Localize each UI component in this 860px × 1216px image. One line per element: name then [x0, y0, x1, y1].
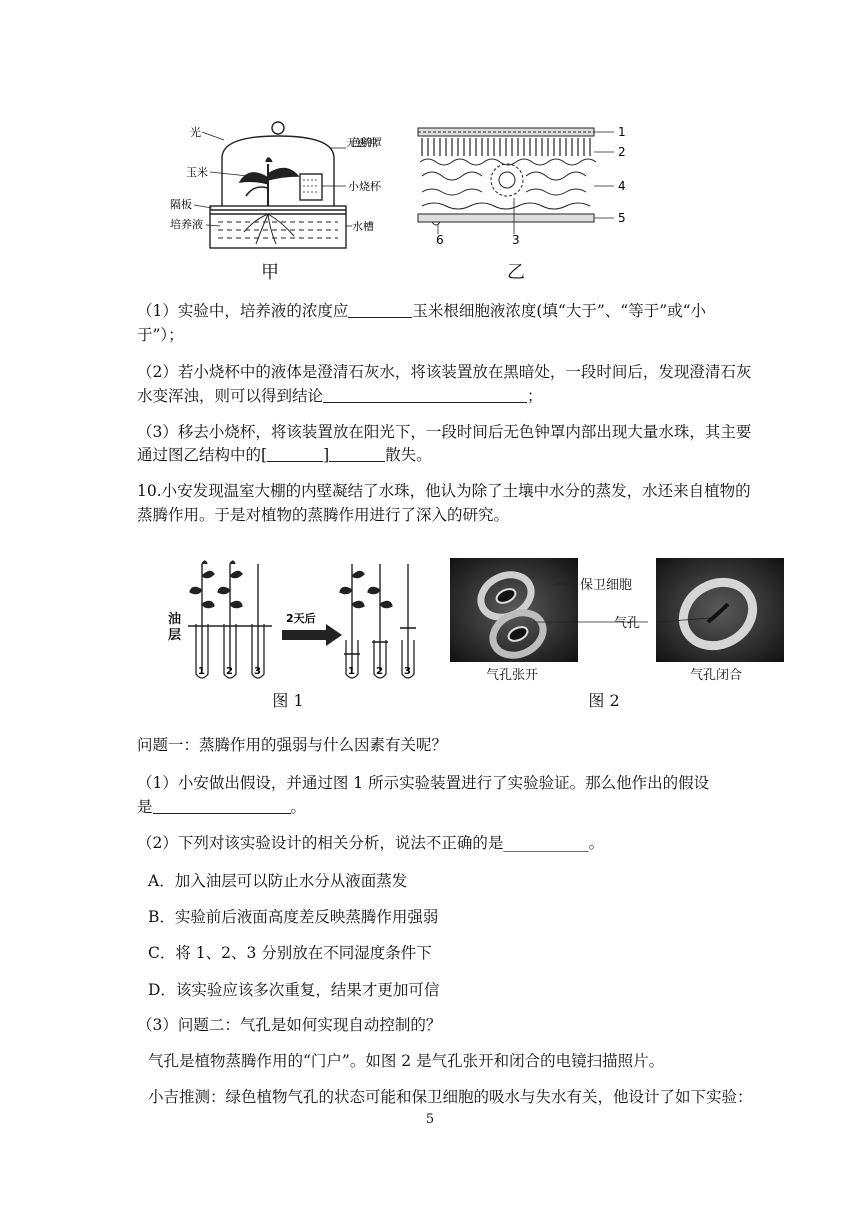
option-a-text: A．加入油层可以防止水分从液面蒸发 [148, 872, 408, 890]
leaf-number-3: 3 [512, 233, 520, 247]
page-number: 5 [425, 1112, 435, 1127]
tube-number-1: 1 [198, 666, 205, 677]
q9-part2-a: （2）若小烧杯中的液体是澄清石灰水，将该装置放在黑暗处，一段时间后，发现澄清石灰 [137, 363, 752, 381]
q9-part3-b: 通过图乙结构中的[ [137, 446, 268, 464]
label-water-tank: 水槽 [352, 220, 374, 233]
q10-part2 [137, 832, 764, 854]
q10-part3-para1 [148, 1050, 764, 1072]
q9-part2-line2 [137, 385, 764, 407]
q10-part3-para2-text: 小吉推测：绿色植物气孔的状态可能和保卫细胞的吸水与失水有关，他设计了如下实验： [148, 1088, 753, 1106]
tube-number-2: 2 [226, 666, 233, 677]
q9-part3-c: ] [323, 446, 330, 464]
label-culture-fluid: 培养液 [170, 218, 203, 231]
arrow-after-two-days [282, 624, 342, 646]
q10-intro-line2 [137, 504, 764, 526]
label-small-beaker: 小烧杯 [348, 180, 381, 193]
leaf-number-6: 6 [436, 233, 444, 247]
leaf-cross-section [418, 128, 596, 225]
q10-intro-a: 10.小安发现温室大棚的内壁凝结了水珠，他认为除了土壤中水分的蒸发，水还来自植物的 [137, 482, 751, 500]
q10-part1-line2 [137, 796, 764, 818]
option-d[interactable] [148, 979, 764, 1001]
answer-blank[interactable] [153, 797, 291, 814]
q9-part3-line2 [137, 444, 764, 466]
caption-jia: 甲 [261, 262, 279, 283]
q10-part3-text: （3）问题二：气孔是如何实现自动控制的？ [137, 1016, 442, 1034]
q9-part1-b: 玉米根细胞液浓度(填“大于”、“等于”或“小 [412, 302, 707, 320]
option-c[interactable] [148, 942, 764, 964]
bell-jar-apparatus [210, 122, 346, 248]
closed-caption: 气孔闭合 [690, 668, 743, 683]
tube-number-3: 3 [254, 666, 261, 677]
option-a[interactable] [148, 870, 764, 892]
q10-intro-b: 蒸腾作用。于是对植物的蒸腾作用进行了深入的研究。 [137, 506, 510, 524]
stoma-label: 气孔 [614, 616, 641, 631]
q9-part1-a: （1）实验中，培养液的浓度应 [137, 302, 349, 320]
answer-blank[interactable] [267, 445, 323, 462]
label-bell-jar-text: 无色透明钟罩 [346, 137, 382, 149]
fig2-caption: 图 2 [588, 691, 620, 710]
arrow-label: 2天后 [286, 612, 316, 625]
label-corn: 玉米 [186, 166, 208, 179]
label-light: 光 [190, 126, 201, 139]
answer-blank[interactable] [323, 386, 527, 403]
option-b[interactable] [148, 906, 764, 928]
q9-part3-d: 散失。 [385, 446, 432, 464]
option-c-text: C．将 1、2、3 分别放在不同湿度条件下 [148, 944, 432, 962]
leaf-number-5: 5 [618, 211, 626, 225]
q10-part2-c: 。 [588, 834, 605, 852]
q9-part2-c: ； [527, 387, 543, 405]
label-partition: 隔板 [170, 198, 192, 211]
open-caption: 气孔张开 [486, 668, 539, 683]
label-bell-jar [346, 136, 382, 149]
tubes-after [340, 564, 416, 678]
tube-number-3-after: 3 [404, 666, 411, 677]
option-b-text: B．实验前后液面高度差反映蒸腾作用强弱 [148, 908, 439, 926]
q10-part1-a: （1）小安做出假设，并通过图 1 所示实验装置进行了实验验证。那么他作出的假设 [137, 774, 710, 792]
figure-1-transpiration-tubes [166, 556, 428, 686]
answer-blank[interactable] [348, 301, 412, 318]
answer-blank[interactable] [329, 445, 385, 462]
q10-part3 [137, 1014, 764, 1036]
q10-part1-line1 [137, 772, 764, 794]
q9-part2-line1 [137, 361, 764, 383]
q9-part3-a: （3）移去小烧杯，将该装置放在阳光下，一段时间后无色钟罩内部出现大量水珠，其主要 [137, 423, 752, 441]
fig1-caption: 图 1 [272, 691, 304, 710]
q10-part1-c: 。 [290, 798, 307, 816]
q10-part1-b: 是 [137, 798, 153, 816]
q9-part3-line1 [137, 421, 764, 443]
leaf-number-1: 1 [618, 125, 626, 139]
q9-part1-c: 于”）； [137, 326, 184, 344]
problem-one-text: 问题一：蒸腾作用的强弱与什么因素有关呢？ [137, 736, 448, 754]
tubes-before [188, 561, 272, 678]
tube-number-2-after: 2 [376, 666, 383, 677]
figure-apparatus-and-leaf [170, 118, 640, 288]
tube-number-1-after: 1 [348, 666, 355, 677]
q10-intro-line1 [137, 480, 764, 502]
q10-part3-para1-text: 气孔是植物蒸腾作用的“门户”。如图 2 是气孔张开和闭合的电镜扫描照片。 [148, 1052, 665, 1070]
q10-part2-a: （2）下列对该实验设计的相关分析，说法不正确的是 [137, 834, 504, 852]
oil-layer-label [168, 612, 184, 644]
q10-part3-para2 [148, 1086, 770, 1108]
oil-layer-text: 油层 [168, 612, 182, 643]
q9-part2-b: 水变浑浊，则可以得到结论 [137, 387, 324, 405]
q9-part1-line2 [137, 324, 764, 346]
q9-part1-line1 [137, 300, 764, 322]
caption-yi: 乙 [507, 262, 525, 283]
q10-part2-blank[interactable]: ___________ [503, 834, 589, 852]
leaf-number-2: 2 [618, 145, 626, 159]
problem-one [137, 734, 764, 756]
option-d-text: D．该实验应该多次重复，结果才更加可信 [148, 981, 440, 999]
leaf-number-4: 4 [618, 179, 626, 193]
guard-cell-label: 保卫细胞 [580, 578, 633, 593]
